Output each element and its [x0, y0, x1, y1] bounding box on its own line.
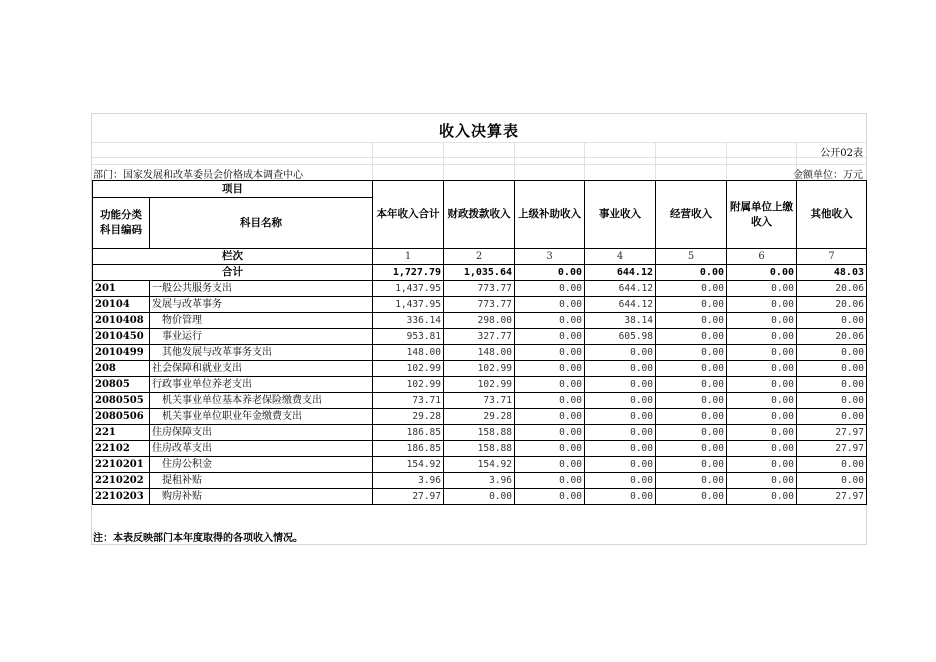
row-value: 0.00	[727, 489, 797, 505]
row-subject-name: 提租补贴	[150, 473, 373, 489]
table-row	[93, 329, 867, 345]
row-value: 0.00	[727, 297, 797, 313]
total-value: 1,035.64	[444, 265, 515, 281]
row-value: 0.00	[727, 313, 797, 329]
row-value: 0.00	[797, 393, 867, 409]
row-value: 0.00	[797, 377, 867, 393]
table-row	[93, 409, 867, 425]
table-row	[93, 297, 867, 313]
row-value: 298.00	[444, 313, 515, 329]
total-label: 合计	[93, 265, 373, 281]
row-value: 773.77	[444, 281, 515, 297]
row-value: 0.00	[515, 377, 585, 393]
row-value: 148.00	[373, 345, 444, 361]
col-index: 2	[444, 249, 515, 265]
col-index: 5	[656, 249, 727, 265]
row-value: 0.00	[797, 457, 867, 473]
row-value: 0.00	[656, 281, 727, 297]
row-value: 20.06	[797, 281, 867, 297]
row-code: 2010450	[93, 329, 150, 345]
row-value: 186.85	[373, 425, 444, 441]
footnote: 注：本表反映部门本年度取得的各项收入情况。	[93, 533, 303, 544]
row-value: 0.00	[515, 313, 585, 329]
table-row	[93, 489, 867, 505]
row-value: 1,437.95	[373, 281, 444, 297]
department-label: 部门：国家发展和改革委员会价格成本调查中心	[93, 170, 303, 181]
row-value: 29.28	[444, 409, 515, 425]
col-index: 3	[515, 249, 585, 265]
row-value: 644.12	[585, 281, 656, 297]
total-value: 0.00	[656, 265, 727, 281]
subject-name-header: 科目名称	[150, 198, 373, 249]
row-value: 102.99	[444, 377, 515, 393]
row-value: 0.00	[656, 393, 727, 409]
row-value: 0.00	[656, 409, 727, 425]
row-value: 73.71	[373, 393, 444, 409]
row-value: 0.00	[656, 441, 727, 457]
row-value: 0.00	[656, 345, 727, 361]
col3-header: 上级补助收入	[515, 181, 585, 249]
row-value: 29.28	[373, 409, 444, 425]
row-value: 0.00	[656, 329, 727, 345]
row-subject-name: 事业运行	[150, 329, 373, 345]
total-value: 0.00	[515, 265, 585, 281]
row-value: 0.00	[797, 361, 867, 377]
project-header: 项目	[93, 181, 373, 198]
row-code: 20805	[93, 377, 150, 393]
row-value: 0.00	[727, 473, 797, 489]
col-index: 6	[727, 249, 797, 265]
row-code: 2210203	[93, 489, 150, 505]
row-subject-name: 一般公共服务支出	[150, 281, 373, 297]
row-value: 27.97	[373, 489, 444, 505]
row-code: 2210202	[93, 473, 150, 489]
table-row	[93, 345, 867, 361]
row-value: 0.00	[727, 409, 797, 425]
row-value: 38.14	[585, 313, 656, 329]
row-value: 0.00	[585, 409, 656, 425]
row-value: 0.00	[727, 345, 797, 361]
row-value: 154.92	[444, 457, 515, 473]
table-row	[93, 361, 867, 377]
row-code: 22102	[93, 441, 150, 457]
col2-header: 财政拨款收入	[444, 181, 515, 249]
row-subject-name: 机关事业单位职业年金缴费支出	[150, 409, 373, 425]
row-code: 221	[93, 425, 150, 441]
row-value: 336.14	[373, 313, 444, 329]
row-subject-name: 住房保障支出	[150, 425, 373, 441]
row-value: 27.97	[797, 489, 867, 505]
row-subject-name: 购房补贴	[150, 489, 373, 505]
row-subject-name: 行政事业单位养老支出	[150, 377, 373, 393]
col-index: 4	[585, 249, 656, 265]
row-value: 158.88	[444, 441, 515, 457]
row-value: 158.88	[444, 425, 515, 441]
row-value: 0.00	[656, 425, 727, 441]
row-value: 0.00	[515, 297, 585, 313]
row-value: 0.00	[515, 457, 585, 473]
func-code-header: 功能分类科目编码	[93, 198, 150, 249]
col6-header: 附属单位上缴收入	[727, 181, 797, 249]
col-index: 7	[797, 249, 867, 265]
row-value: 0.00	[515, 281, 585, 297]
row-code: 2010499	[93, 345, 150, 361]
table-row	[93, 457, 867, 473]
col1-header: 本年收入合计	[373, 181, 444, 249]
row-value: 0.00	[585, 473, 656, 489]
row-value: 644.12	[585, 297, 656, 313]
row-value: 0.00	[585, 377, 656, 393]
col4-header: 事业收入	[585, 181, 656, 249]
row-value: 0.00	[515, 441, 585, 457]
row-subject-name: 机关事业单位基本养老保险缴费支出	[150, 393, 373, 409]
row-value: 0.00	[585, 441, 656, 457]
row-value: 0.00	[727, 393, 797, 409]
form-code: 公开02表	[820, 148, 863, 159]
row-code: 2010408	[93, 313, 150, 329]
row-subject-name: 物价管理	[150, 313, 373, 329]
col-index: 1	[373, 249, 444, 265]
row-value: 953.81	[373, 329, 444, 345]
col7-header: 其他收入	[797, 181, 867, 249]
row-value: 327.77	[444, 329, 515, 345]
income-statement-sheet	[91, 113, 867, 545]
row-value: 0.00	[585, 425, 656, 441]
column-index-row	[93, 249, 867, 265]
table-title: 收入决算表	[438, 122, 519, 140]
row-value: 0.00	[797, 313, 867, 329]
row-code: 208	[93, 361, 150, 377]
total-value: 644.12	[585, 265, 656, 281]
row-value: 20.06	[797, 297, 867, 313]
row-value: 0.00	[656, 489, 727, 505]
row-value: 1,437.95	[373, 297, 444, 313]
row-value: 102.99	[373, 377, 444, 393]
amount-unit-label: 金额单位：万元	[793, 170, 863, 181]
row-value: 73.71	[444, 393, 515, 409]
total-value: 48.03	[797, 265, 867, 281]
row-value: 0.00	[656, 377, 727, 393]
row-code: 2210201	[93, 457, 150, 473]
row-value: 0.00	[515, 489, 585, 505]
table-row	[93, 393, 867, 409]
row-value: 154.92	[373, 457, 444, 473]
row-subject-name: 发展与改革事务	[150, 297, 373, 313]
row-value: 0.00	[656, 473, 727, 489]
row-value: 27.97	[797, 425, 867, 441]
row-code: 2080506	[93, 409, 150, 425]
row-subject-name: 住房改革支出	[150, 441, 373, 457]
row-value: 0.00	[727, 281, 797, 297]
row-value: 0.00	[515, 345, 585, 361]
col5-header: 经营收入	[656, 181, 727, 249]
row-value: 0.00	[727, 361, 797, 377]
row-value: 0.00	[727, 441, 797, 457]
row-value: 0.00	[656, 361, 727, 377]
row-value: 0.00	[727, 329, 797, 345]
row-value: 0.00	[444, 489, 515, 505]
row-value: 0.00	[797, 345, 867, 361]
row-value: 0.00	[585, 489, 656, 505]
row-value: 0.00	[515, 473, 585, 489]
total-value: 1,727.79	[373, 265, 444, 281]
row-value: 20.06	[797, 329, 867, 345]
row-value: 0.00	[515, 393, 585, 409]
row-value: 0.00	[656, 313, 727, 329]
row-value: 0.00	[727, 425, 797, 441]
table-row	[93, 377, 867, 393]
table-row	[93, 281, 867, 297]
row-value: 0.00	[515, 409, 585, 425]
row-subject-name: 其他发展与改革事务支出	[150, 345, 373, 361]
row-code: 20104	[93, 297, 150, 313]
row-value: 605.98	[585, 329, 656, 345]
row-value: 0.00	[797, 409, 867, 425]
row-value: 0.00	[797, 473, 867, 489]
row-value: 0.00	[727, 457, 797, 473]
row-value: 0.00	[656, 297, 727, 313]
row-value: 0.00	[585, 361, 656, 377]
row-value: 3.96	[373, 473, 444, 489]
row-value: 3.96	[444, 473, 515, 489]
row-subject-name: 社会保障和就业支出	[150, 361, 373, 377]
lanci-label: 栏次	[93, 249, 373, 265]
row-value: 0.00	[515, 425, 585, 441]
total-row	[93, 265, 867, 281]
row-value: 27.97	[797, 441, 867, 457]
row-value: 0.00	[515, 361, 585, 377]
row-value: 186.85	[373, 441, 444, 457]
row-value: 0.00	[656, 457, 727, 473]
row-code: 2080505	[93, 393, 150, 409]
total-value: 0.00	[727, 265, 797, 281]
table-row	[93, 313, 867, 329]
table-row	[93, 473, 867, 489]
table-row	[93, 441, 867, 457]
row-value: 0.00	[585, 345, 656, 361]
table-row	[93, 425, 867, 441]
row-subject-name: 住房公积金	[150, 457, 373, 473]
row-value: 0.00	[515, 329, 585, 345]
row-value: 0.00	[727, 377, 797, 393]
row-value: 102.99	[444, 361, 515, 377]
row-value: 773.77	[444, 297, 515, 313]
row-value: 148.00	[444, 345, 515, 361]
income-table	[92, 180, 867, 505]
row-value: 102.99	[373, 361, 444, 377]
row-value: 0.00	[585, 393, 656, 409]
row-code: 201	[93, 281, 150, 297]
row-value: 0.00	[585, 457, 656, 473]
